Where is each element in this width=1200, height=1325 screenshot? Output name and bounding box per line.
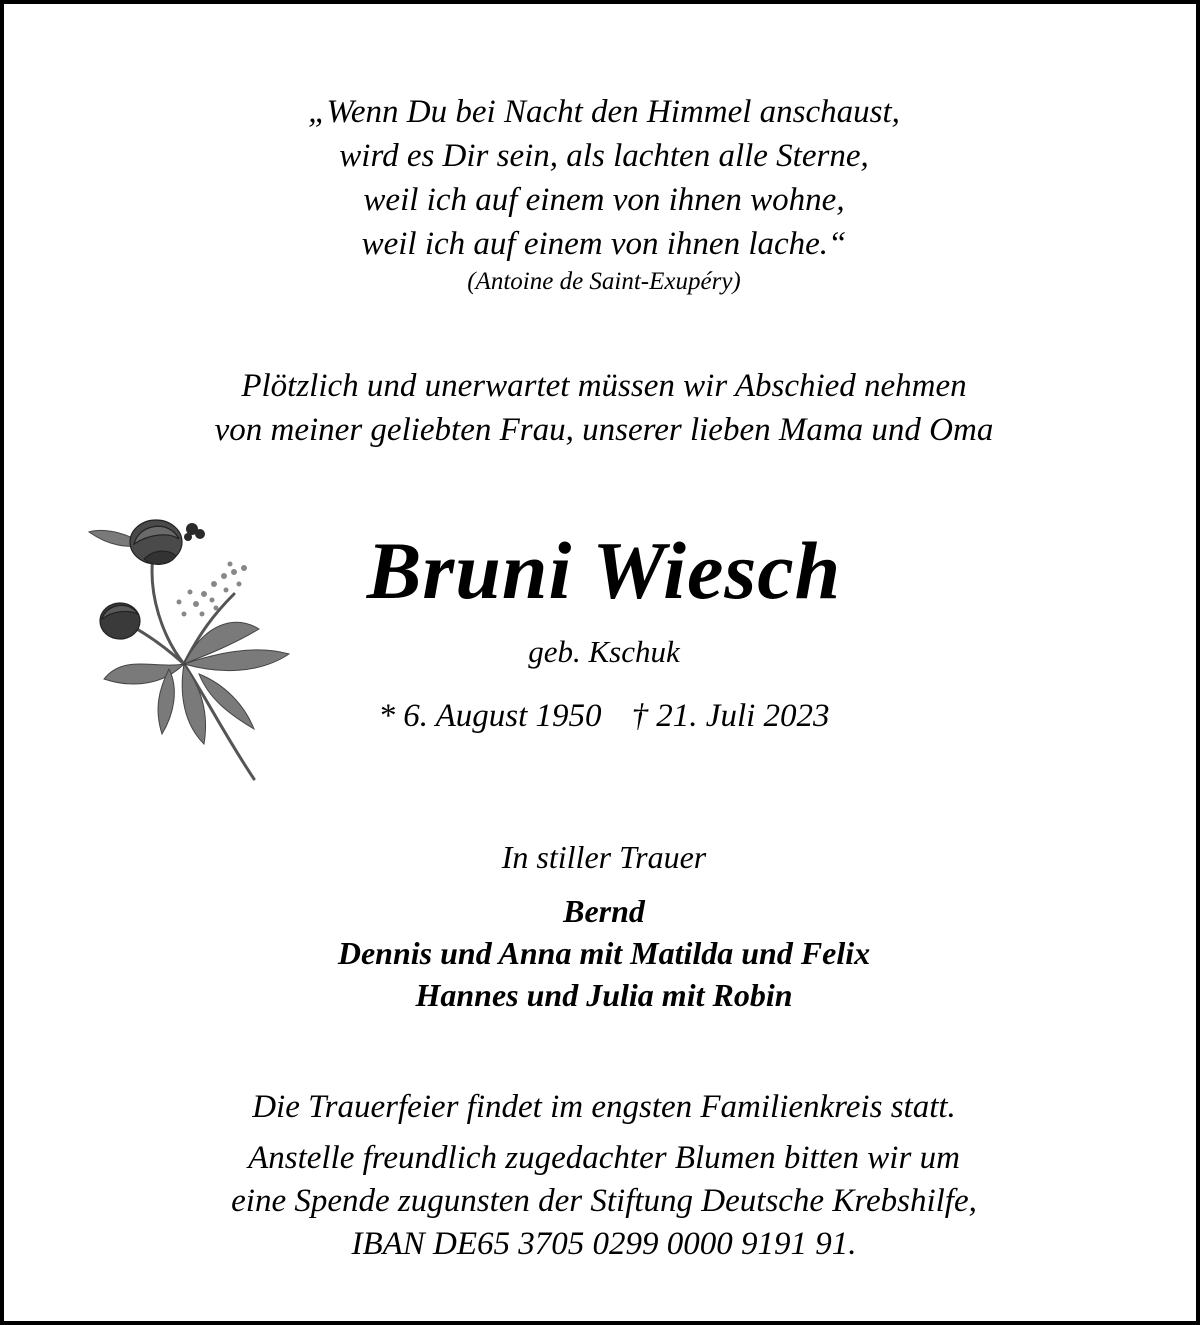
- donation-info: eine Spende zugunsten der Stiftung Deutsche Krebshilfe,: [231, 1183, 977, 1219]
- life-dates: [4, 696, 1200, 736]
- mourner-name: Hannes und Julia mit Robin: [415, 977, 793, 1013]
- quote-line: weil ich auf einem von ihnen wohne,: [363, 182, 845, 218]
- quote-author: (Antoine de Saint-Exupéry): [467, 268, 741, 295]
- mourner-name: Bernd: [563, 893, 645, 929]
- intro-line: Plötzlich und unerwartet müssen wir Abschied nehmen: [241, 368, 967, 404]
- quote-line: „Wenn Du bei Nacht den Himmel anschaust,: [308, 94, 900, 130]
- iban: IBAN DE65 3705 0299 0000 9191 91.: [351, 1226, 857, 1262]
- mourning-heading: In stiller Trauer: [501, 839, 707, 875]
- birth-name: geb. Kschuk: [528, 634, 680, 669]
- donation-info: Anstelle freundlich zugedachter Blumen bitten wir um: [248, 1140, 960, 1176]
- death-date: † 21. Juli 2023: [631, 698, 830, 734]
- quote-line: wird es Dir sein, als lachten alle Sterne,: [339, 138, 869, 174]
- deceased-name: Bruni Wiesch: [366, 525, 842, 616]
- ceremony-info: Die Trauerfeier findet im engsten Familienkreis statt.: [252, 1089, 956, 1125]
- quote-line: weil ich auf einem von ihnen lache.“: [361, 226, 847, 262]
- birth-date: * 6. August 1950: [378, 698, 602, 734]
- intro-line: von meiner geliebten Frau, unserer lieben Mama und Oma: [214, 412, 994, 448]
- mourner-name: Dennis und Anna mit Matilda und Felix: [337, 935, 871, 971]
